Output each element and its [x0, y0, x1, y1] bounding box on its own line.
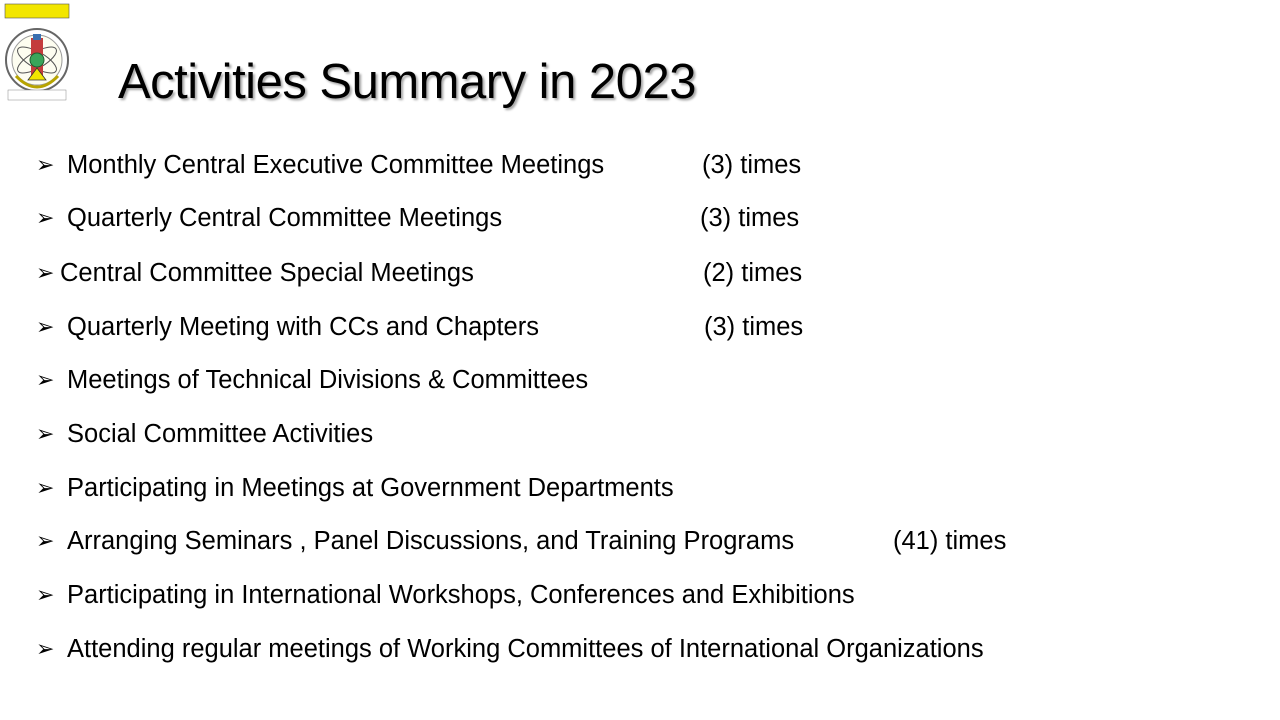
item-count: (3) times [704, 313, 804, 341]
arrow-bullet-icon: ➢ [36, 528, 55, 553]
item-label: Arranging Seminars , Panel Discussions, and Training Programs [67, 527, 795, 555]
arrow-bullet-icon: ➢ [36, 205, 55, 230]
arrow-bullet-icon: ➢ [36, 421, 55, 446]
item-label: Quarterly Meeting with CCs and Chapters [67, 313, 539, 341]
item-label: Monthly Central Executive Committee Meetings [67, 151, 605, 179]
arrow-bullet-icon: ➢ [36, 260, 55, 285]
item-label: Participating in International Workshops, Conferences and Exhibitions [67, 581, 855, 609]
item-count: (3) times [700, 204, 800, 232]
arrow-bullet-icon: ➢ [36, 367, 55, 392]
item-label: Social Committee Activities [67, 420, 374, 448]
item-label: Attending regular meetings of Working Committees of International Organizations [67, 635, 984, 663]
item-label: Quarterly Central Committee Meetings [67, 204, 503, 232]
item-count: (3) times [702, 151, 802, 179]
item-label: Participating in Meetings at Government Departments [67, 474, 674, 502]
slide-title: Activities Summary in 2023 [118, 55, 696, 109]
item-count: (41) times [893, 527, 1007, 555]
arrow-bullet-icon: ➢ [36, 475, 55, 500]
item-label: Central Committee Special Meetings [60, 259, 474, 287]
arrow-bullet-icon: ➢ [36, 582, 55, 607]
arrow-bullet-icon: ➢ [36, 314, 55, 339]
arrow-bullet-icon: ➢ [36, 636, 55, 661]
arrow-bullet-icon: ➢ [36, 152, 55, 177]
item-count: (2) times [703, 259, 803, 287]
item-label: Meetings of Technical Divisions & Committees [67, 366, 589, 394]
